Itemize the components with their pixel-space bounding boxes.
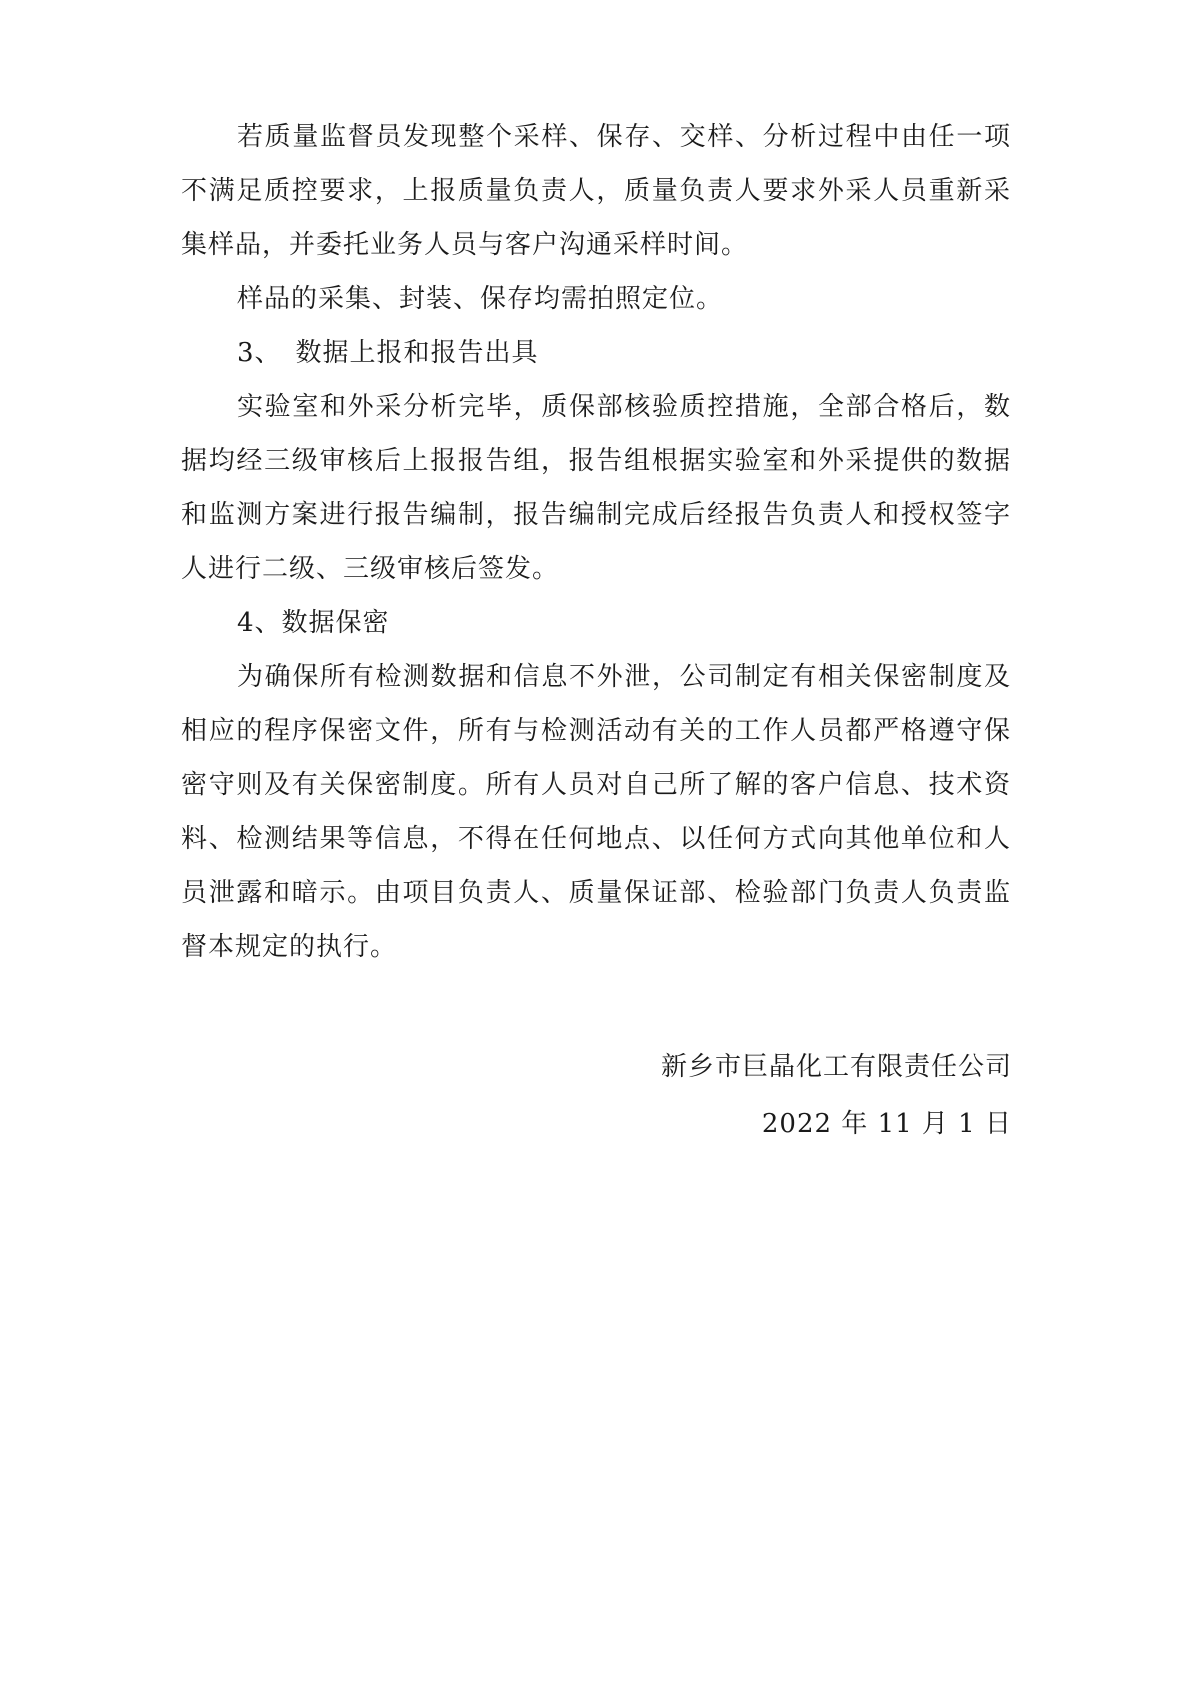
section-4-paragraph: 为确保所有检测数据和信息不外泄，公司制定有相关保密制度及相应的程序保密文件，所有与检测活动有关的工作人员都严格遵守保密守则及有关保密制度。所有人员对自己所了解的客户信息、技术资料、检测结果等信息，不得在任何地点、以任何方式向其他单位和人员泄露和暗示。由项目负责人、质量保证部、检验部门负责人负责监督本规定的执行。 <box>181 662 1011 962</box>
section-4-heading: 4、数据保密 <box>237 608 390 638</box>
signature-company: 新乡市巨晶化工有限责任公司 <box>660 1052 1012 1082</box>
document-body <box>181 110 1011 974</box>
signature-date: 2022 年 11 月 1 日 <box>761 1109 1012 1139</box>
paragraph-quality-supervision: 若质量监督员发现整个采样、保存、交样、分析过程中由任一项不满足质控要求，上报质量负责人，质量负责人要求外采人员重新采集样品，并委托业务人员与客户沟通采样时间。 <box>181 122 1011 260</box>
paragraph-sample-photo: 样品的采集、封装、保存均需拍照定位。 <box>237 284 724 314</box>
section-3-paragraph: 实验室和外采分析完毕，质保部核验质控措施，全部合格后，数据均经三级审核后上报报告组，报告组根据实验室和外采提供的数据和监测方案进行报告编制，报告编制完成后经报告负责人和授权签字人进行二级、三级审核后签发。 <box>181 392 1011 584</box>
section-3-heading: 3、 数据上报和报告出具 <box>237 338 539 368</box>
